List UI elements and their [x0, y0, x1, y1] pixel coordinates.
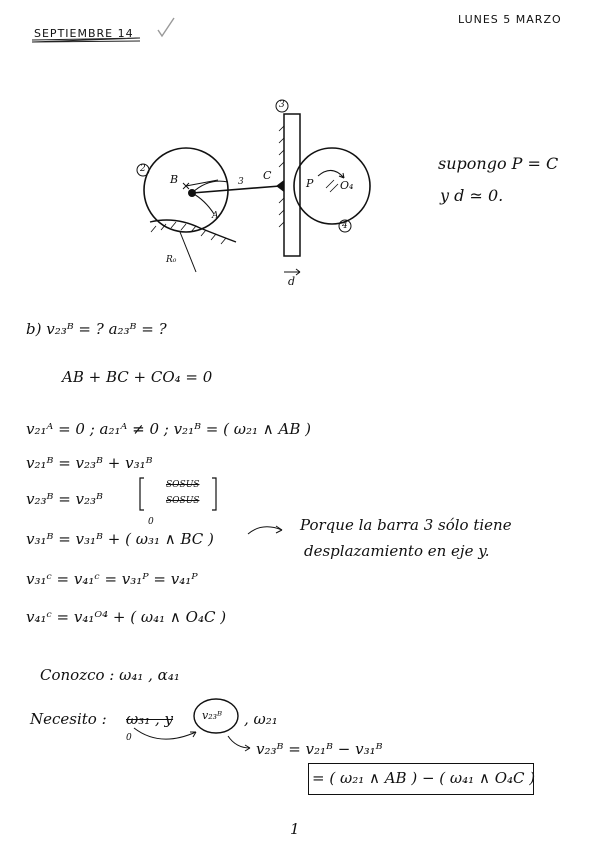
label-d: d: [288, 275, 296, 288]
eq-line-1: v₂₁ᴬ = 0 ; a₂₁ᴬ ≠ 0 ; v₂₁ᴮ = ( ω₂₁ ∧ AB ): [26, 420, 311, 438]
label-point-c: C: [263, 169, 272, 182]
note-bar3-line2: desplazamiento en eje y.: [304, 542, 490, 560]
label-r0: R₀: [166, 255, 177, 265]
necesito-items: ω₃₁ , y: [126, 710, 174, 728]
label-point-a: A: [212, 211, 219, 221]
necesito-tail: , ω₂₁: [244, 710, 278, 728]
question-b: b) v₂₃ᴮ = ? a₂₃ᴮ = ?: [26, 320, 167, 338]
loop-equation: AB + BC + CO₄ = 0: [62, 368, 213, 386]
eq-line-5: v₃₁ᶜ = v₄₁ᶜ = v₃₁ᴾ = v₄₁ᴾ: [26, 570, 198, 588]
necesito-label: Necesito :: [30, 710, 107, 728]
necesito-zero: 0: [126, 733, 132, 743]
eq-line-2: v₂₁ᴮ = v₂₃ᴮ + v₃₁ᴮ: [26, 454, 153, 472]
final-result: = ( ω₂₁ ∧ AB ) − ( ω₄₁ ∧ O₄C ): [312, 769, 536, 787]
label-wall-3: 3: [279, 100, 285, 110]
header-date-right: LUNES 5 MARZO: [458, 13, 562, 26]
page-number: 1: [290, 820, 300, 838]
label-point-b: B: [170, 173, 179, 186]
bracket-top: SOSUS: [166, 480, 200, 490]
header-date-left: SEPTIEMBRE 14: [34, 27, 134, 40]
label-wheel-4: 4: [342, 221, 348, 231]
eq-line-4-zero: 0: [148, 517, 154, 527]
final-equation: v₂₃ᴮ = v₂₁ᴮ − v₃₁ᴮ: [256, 740, 383, 758]
label-bar-3: 3: [238, 177, 244, 187]
eq-line-6: v₄₁ᶜ = v₄₁ᴼ⁴ + ( ω₄₁ ∧ O₄C ): [26, 608, 227, 626]
bracket-bottom: SOSUS: [166, 496, 200, 506]
side-note-line1: supongo P = C: [438, 154, 559, 173]
eq-line-3: v₂₃ᴮ = v₂₃ᴮ: [26, 490, 103, 508]
label-point-p: P: [306, 177, 314, 190]
necesito-circled-var: v₂₃ᴮ: [202, 709, 223, 722]
eq-line-4: v₃₁ᴮ = v₃₁ᴮ + ( ω₃₁ ∧ BC ): [26, 530, 214, 548]
side-note-line2: y d ≃ 0.: [440, 186, 504, 205]
note-bar3-line1: Porque la barra 3 sólo tiene: [300, 516, 512, 534]
label-wheel-2: 2: [140, 164, 146, 174]
label-o4: O₄: [340, 179, 354, 192]
conozco-line: Conozco : ω₄₁ , α₄₁: [40, 666, 180, 684]
